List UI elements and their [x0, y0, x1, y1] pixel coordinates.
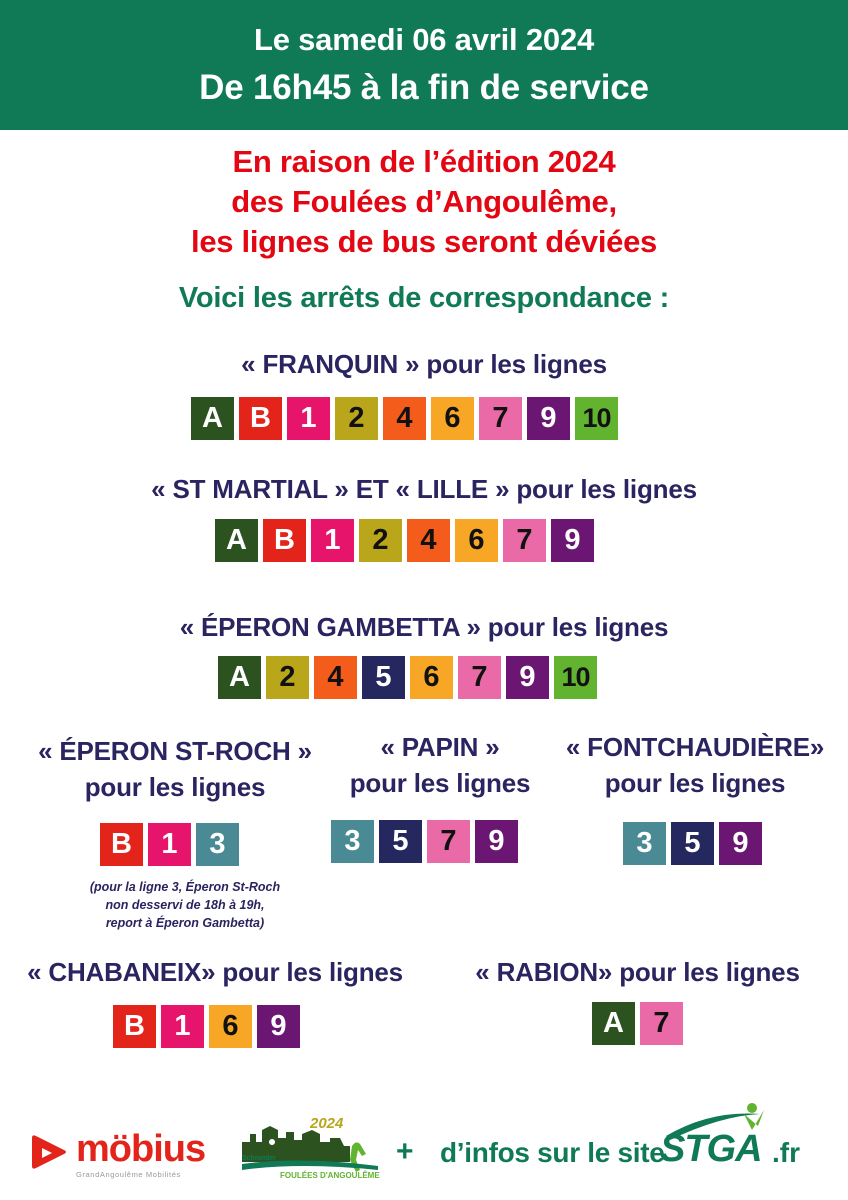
lines-eperon-st-roch	[100, 823, 239, 866]
line-badge-a: A	[191, 397, 234, 440]
line-badge-a: A	[218, 656, 261, 699]
line-badge-10: 10	[575, 397, 618, 440]
stop-title-rabion: « RABION» pour les lignes	[475, 957, 800, 987]
time-line: De 16h45 à la fin de service	[199, 68, 649, 107]
line-badge-9: 9	[527, 397, 570, 440]
notice-line-2: des Foulées d’Angoulême,	[231, 184, 617, 219]
line-badge-7: 7	[479, 397, 522, 440]
line-badge-7: 7	[640, 1002, 683, 1045]
line-badge-1: 1	[148, 823, 191, 866]
stop-title-eperon-st-roch-l1: « ÉPERON ST-ROCH »	[38, 736, 312, 766]
lines-st-martial	[215, 519, 594, 562]
infos-text: d’infos sur le site	[440, 1137, 665, 1168]
note-line-1: (pour la ligne 3, Éperon St-Roch	[89, 880, 281, 894]
line-badge-4: 4	[383, 397, 426, 440]
line-badge-b: B	[263, 519, 306, 562]
lines-chabaneix	[113, 1005, 300, 1048]
lines-fontchaudiere	[623, 822, 762, 865]
note-line-2: non desservi de 18h à 19h,	[105, 898, 265, 912]
foulees-logo	[240, 1112, 380, 1184]
stga-wordmark: STGA	[660, 1128, 762, 1170]
lines-rabion	[592, 1002, 683, 1045]
stga-logo	[660, 1100, 770, 1172]
mobius-logo	[30, 1130, 220, 1180]
line-badge-b: B	[100, 823, 143, 866]
line-badge-a: A	[215, 519, 258, 562]
mobius-play-icon	[30, 1132, 70, 1172]
stop-title-st-martial: « ST MARTIAL » ET « LILLE » pour les lignes	[151, 474, 697, 504]
notice-line-3: les lignes de bus seront déviées	[191, 224, 657, 259]
intro-text: Voici les arrêts de correspondance :	[178, 282, 670, 314]
lines-eperon-gambetta	[218, 656, 597, 699]
line-3-note	[40, 878, 330, 932]
deviation-notice	[0, 142, 848, 262]
foulees-year: 2024	[310, 1115, 344, 1132]
line-badge-7: 7	[458, 656, 501, 699]
line-badge-1: 1	[311, 519, 354, 562]
stop-title-eperon-gambetta: « ÉPERON GAMBETTA » pour les lignes	[179, 612, 669, 642]
mobius-wordmark: möbius	[76, 1128, 206, 1170]
stop-title-eperon-st-roch	[20, 733, 330, 805]
line-badge-9: 9	[506, 656, 549, 699]
line-badge-3: 3	[196, 823, 239, 866]
line-badge-a: A	[592, 1002, 635, 1045]
lines-papin	[331, 820, 518, 863]
foulees-name: FOULÉES D'ANGOULÊME	[280, 1171, 380, 1180]
line-badge-2: 2	[335, 397, 378, 440]
line-badge-4: 4	[407, 519, 450, 562]
line-badge-7: 7	[503, 519, 546, 562]
line-badge-9: 9	[719, 822, 762, 865]
date-line: Le samedi 06 avril 2024	[253, 22, 595, 57]
stop-title-eperon-st-roch-l2: pour les lignes	[84, 772, 266, 802]
stop-title-fontchaudiere	[565, 729, 825, 801]
lines-franquin	[191, 397, 618, 440]
line-badge-b: B	[113, 1005, 156, 1048]
line-badge-10: 10	[554, 656, 597, 699]
line-badge-6: 6	[410, 656, 453, 699]
stop-title-fontchaudiere-l1: « FONTCHAUDIÈRE»	[565, 732, 825, 762]
line-badge-b: B	[239, 397, 282, 440]
stop-title-papin-l2: pour les lignes	[349, 768, 531, 798]
line-badge-5: 5	[362, 656, 405, 699]
header-banner	[0, 0, 848, 130]
line-badge-9: 9	[551, 519, 594, 562]
line-badge-6: 6	[209, 1005, 252, 1048]
stop-title-papin	[335, 729, 545, 801]
line-badge-9: 9	[257, 1005, 300, 1048]
notice-line-1: En raison de l’édition 2024	[232, 144, 616, 179]
line-badge-3: 3	[623, 822, 666, 865]
line-badge-9: 9	[475, 820, 518, 863]
domain-suffix: .fr	[772, 1137, 800, 1168]
line-badge-3: 3	[331, 820, 374, 863]
mobius-tagline: GrandAngoulême Mobilités	[76, 1170, 181, 1179]
foulees-skyline-icon	[240, 1112, 380, 1184]
plus-sign: +	[396, 1135, 414, 1168]
note-line-3: report à Éperon Gambetta)	[105, 916, 265, 930]
stop-title-franquin: « FRANQUIN » pour les lignes	[241, 349, 607, 379]
line-badge-5: 5	[671, 822, 714, 865]
stop-title-papin-l1: « PAPIN »	[380, 732, 500, 762]
line-badge-1: 1	[161, 1005, 204, 1048]
foulees-sponsor: Schneider	[242, 1155, 276, 1162]
stop-title-chabaneix: « CHABANEIX» pour les lignes	[27, 957, 403, 987]
line-badge-1: 1	[287, 397, 330, 440]
line-badge-2: 2	[266, 656, 309, 699]
line-badge-5: 5	[379, 820, 422, 863]
line-badge-7: 7	[427, 820, 470, 863]
line-badge-2: 2	[359, 519, 402, 562]
line-badge-6: 6	[455, 519, 498, 562]
line-badge-6: 6	[431, 397, 474, 440]
stop-title-fontchaudiere-l2: pour les lignes	[604, 768, 786, 798]
line-badge-4: 4	[314, 656, 357, 699]
